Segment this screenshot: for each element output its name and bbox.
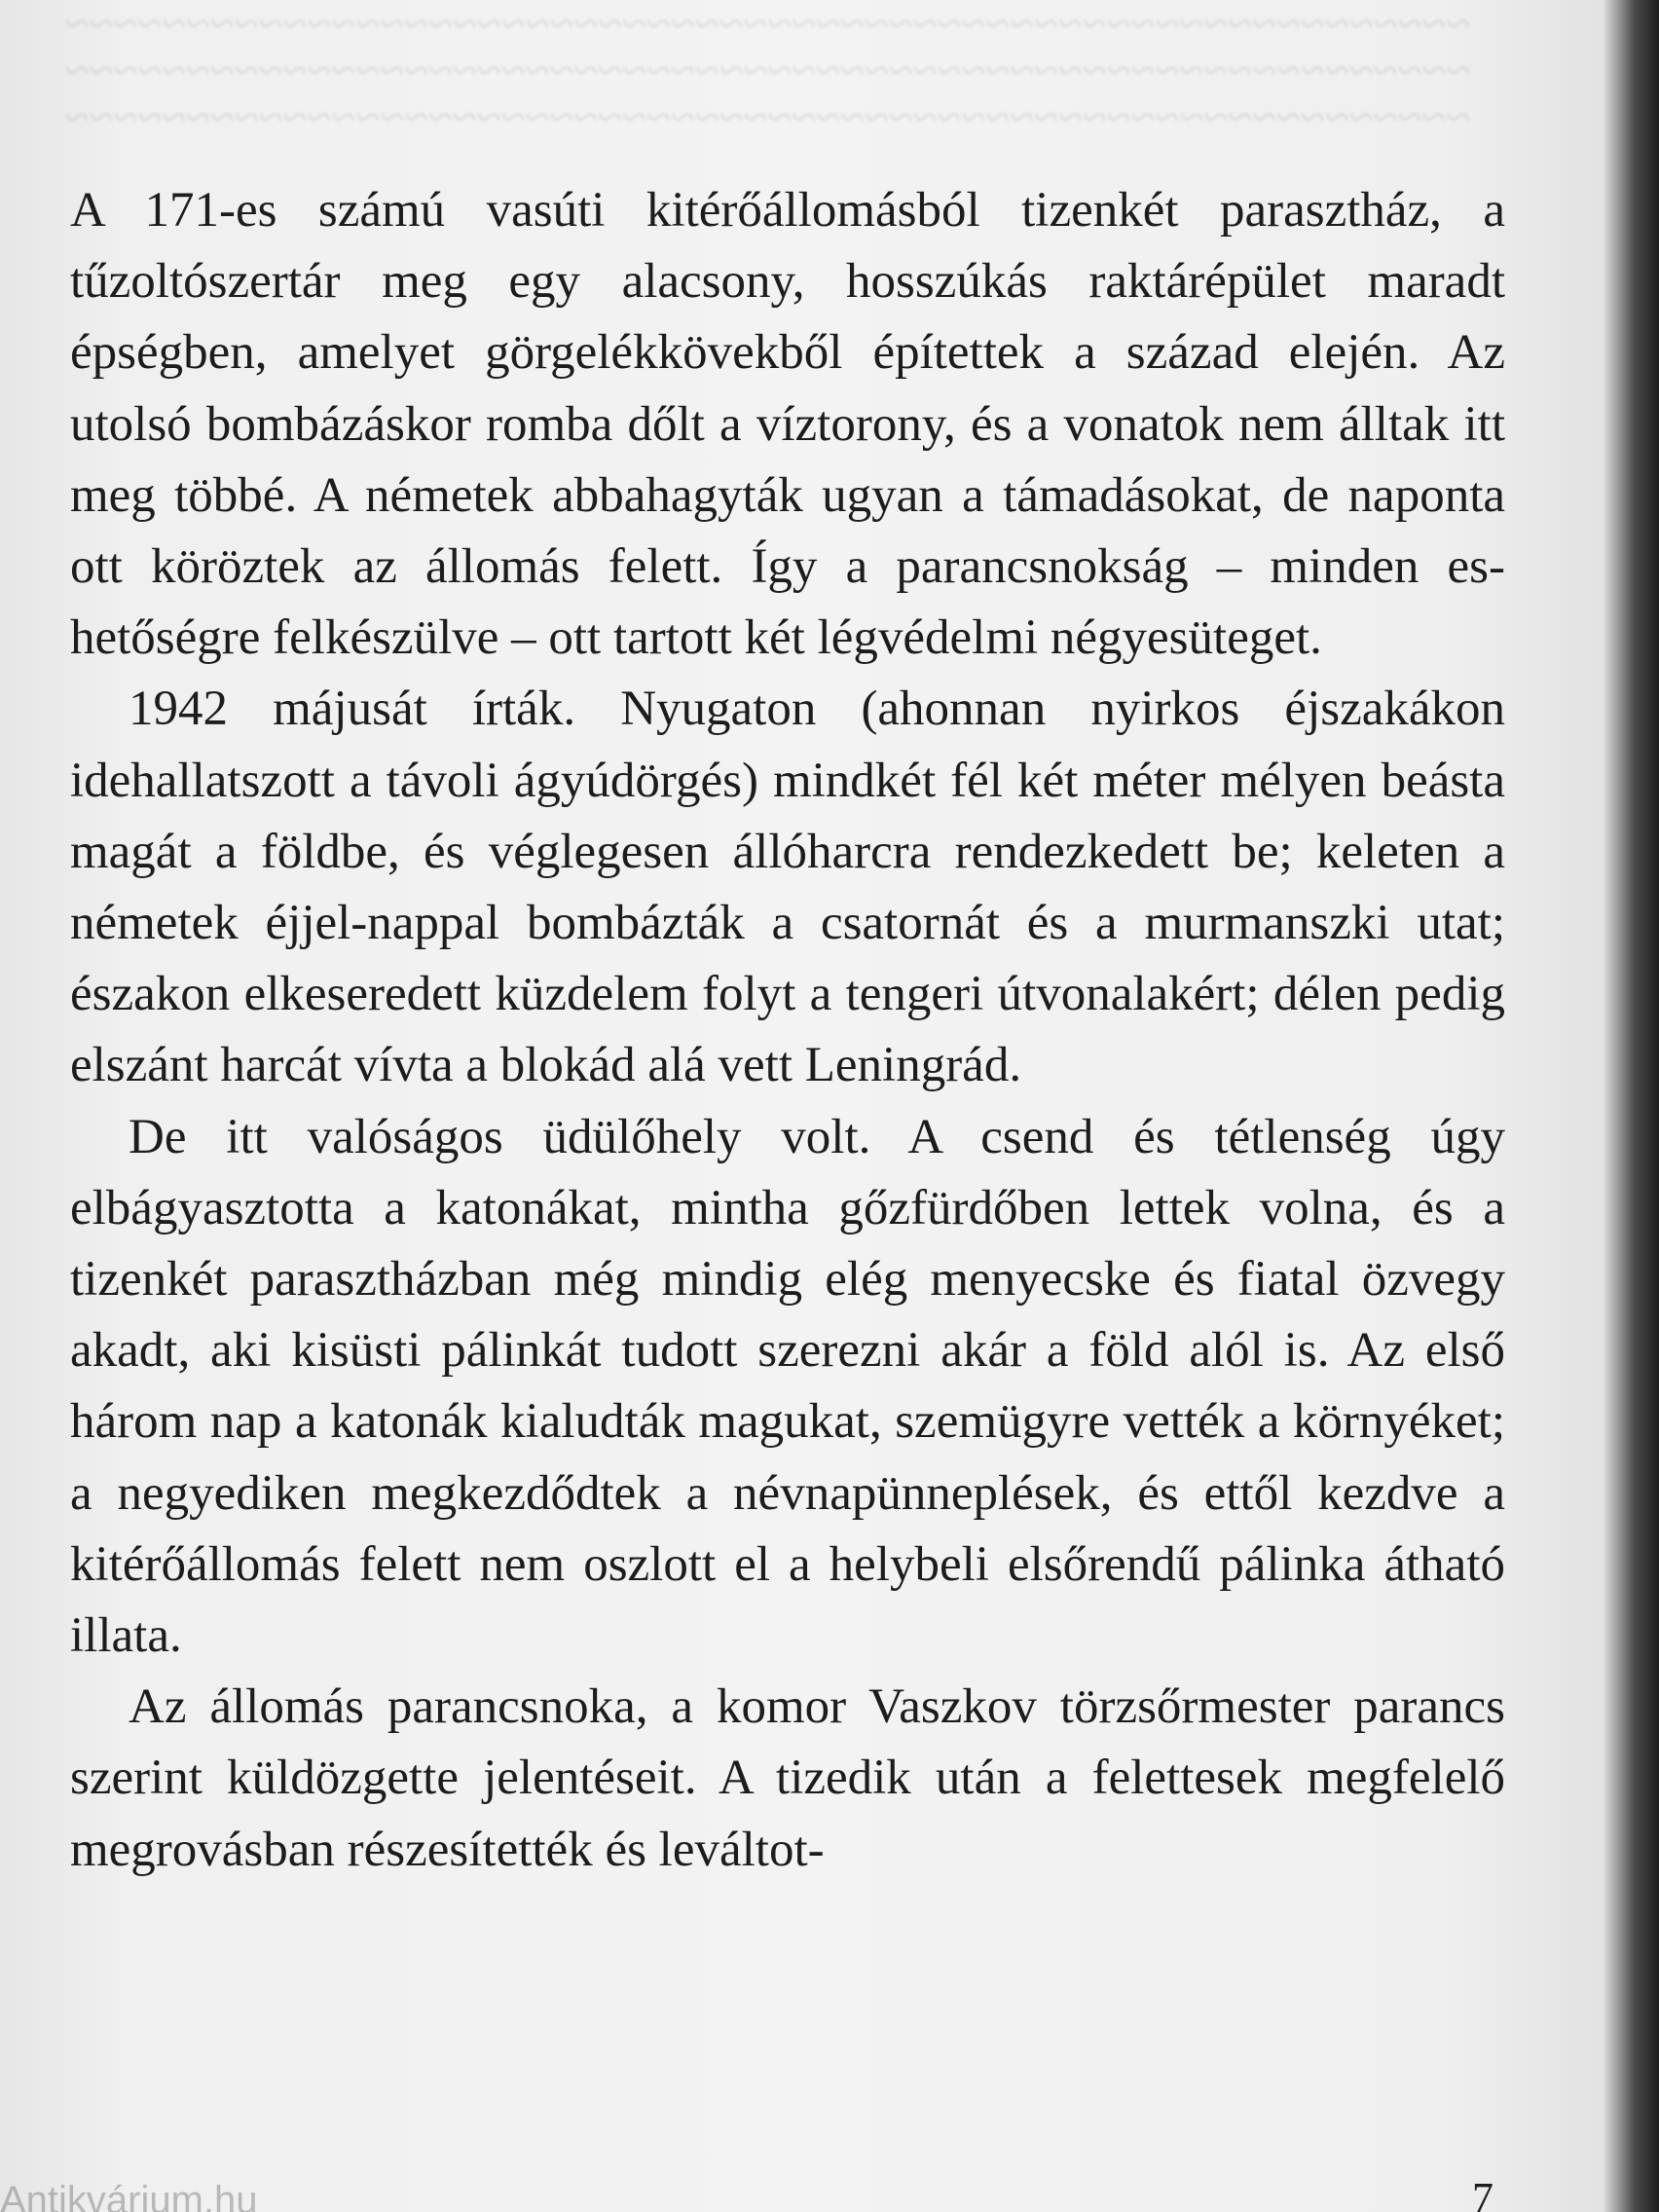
- watermark: Antikvárium.hu: [0, 2179, 258, 2212]
- paragraph-1: A 171-es számú vasúti kitérőállomásból tizenkét parasztház, a tűzoltószertár meg egy alacsony, hosszúkás raktárépület maradt épségben, amelyet görgelékkövekből építettek a század elején. Az utolsó bombázáskor romba dőlt a víztorony, és a vonatok nem álltak itt meg többé. A németek abbahagyták ugyan a támadásokat, de naponta ott köröztek az állomás felett. Így a parancsnokság – minden eshetőségre felkészülve – ott tartott két légvédelmi négyesüteget.: [70, 183, 1505, 666]
- bleed-through-text: ~~~~~~~~~~~~~~~~~~~~~~~~~~~~~~~~~~~~~~~~~~~~~~~~~~~~~~~~~~ ~~~~~~~~~~~~~~~~~~~~~~~~~~~~~~~~~~~~~~~~~~~~~~~~~~~~~~~~~~ ~~~~~~~~~~~~~~~~~~~~~~~~~~~~~~~~~~~~~~~~~~~~~~~~~~~~~~~~~~: [64, 0, 1470, 141]
- paragraph-3: De itt valóságos üdülőhely volt. A csend és tétlenség úgy elbágyasztotta a katonákat, mintha gőzfürdőben lettek volna, és a tizenkét parasztházban még mindig elég menyecske és fiatal özvegy akadt, aki kisüsti pálinkát tudott szerezni akár a föld alól is. Az első három nap a katonák kialudták magukat, szemügyre vették a környéket; a negyediken megkezdődtek a névnapünneplések, és ettől kezdve a kitérőállomás felett nem oszlott el a helybeli elsőrendű pálinka átható illata.: [70, 1109, 1505, 1664]
- page-number: 7: [1472, 2174, 1493, 2212]
- paragraph-2: 1942 májusát írták. Nyugaton (ahonnan nyirkos éjszakákon idehallatszott a távoli ágyúdörgés) mindkét fél két méter mélyen beásta magát a földbe, és véglegesen állóharcra rendezkedett be; keleten a németek éjjel-nappal bombázták a csatornát és a murmanszki utat; északon elkeseredett küzdelem folyt a tengeri útvonalakért; délen pedig elszánt harcát vívta a blokád alá vett Leningrád.: [70, 682, 1505, 1093]
- book-spine-edge: [1604, 0, 1659, 2212]
- paragraph-4: Az állomás parancsnoka, a komor Vaszkov törzsőrmester parancs szerint küldözgette jelentéseit. A tizedik után a felettesek megfelelő megrovásban részesítették és leváltot-: [70, 1679, 1505, 1877]
- body-text: [70, 175, 1505, 1886]
